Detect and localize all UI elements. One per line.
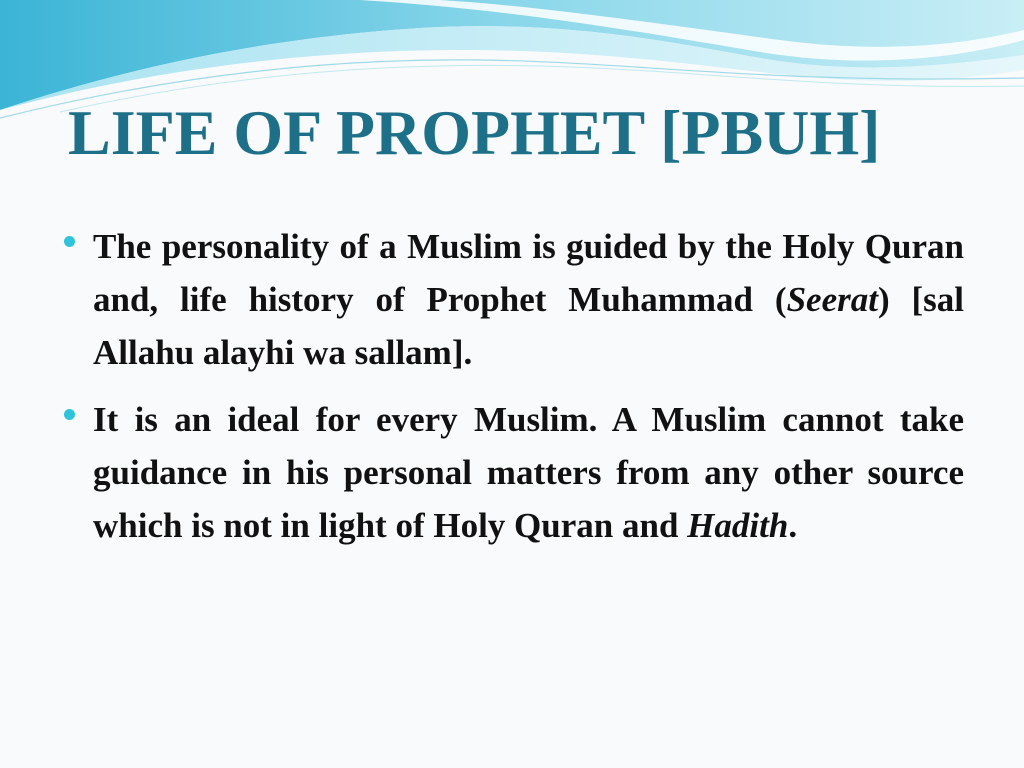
bullet-text-part: .: [788, 506, 798, 545]
list-item: [60, 220, 964, 379]
bullet-list: [60, 220, 964, 566]
bullet-text-italic: Hadith: [687, 506, 789, 545]
bullet-icon: [64, 236, 75, 247]
bullet-text-part: ) [sal Allahu alayhi wa sallam].: [93, 280, 965, 372]
list-item: [60, 393, 964, 552]
bullet-text: [93, 393, 964, 552]
bullet-icon: [64, 409, 75, 420]
bullet-text: [93, 220, 964, 379]
bullet-text-part: The personality of a Muslim is guided by the Holy Quran and, life history of Prophet Muhammad (: [93, 227, 964, 319]
bullet-text-part: It is an ideal for every Muslim. A Muslim cannot take guidance in his personal matters from any other source which is not in light of Holy Quran and: [93, 400, 964, 545]
slide-title: LIFE OF PROPHET [PBUH]: [68, 97, 881, 168]
bullet-text-italic: Seerat: [786, 280, 878, 319]
